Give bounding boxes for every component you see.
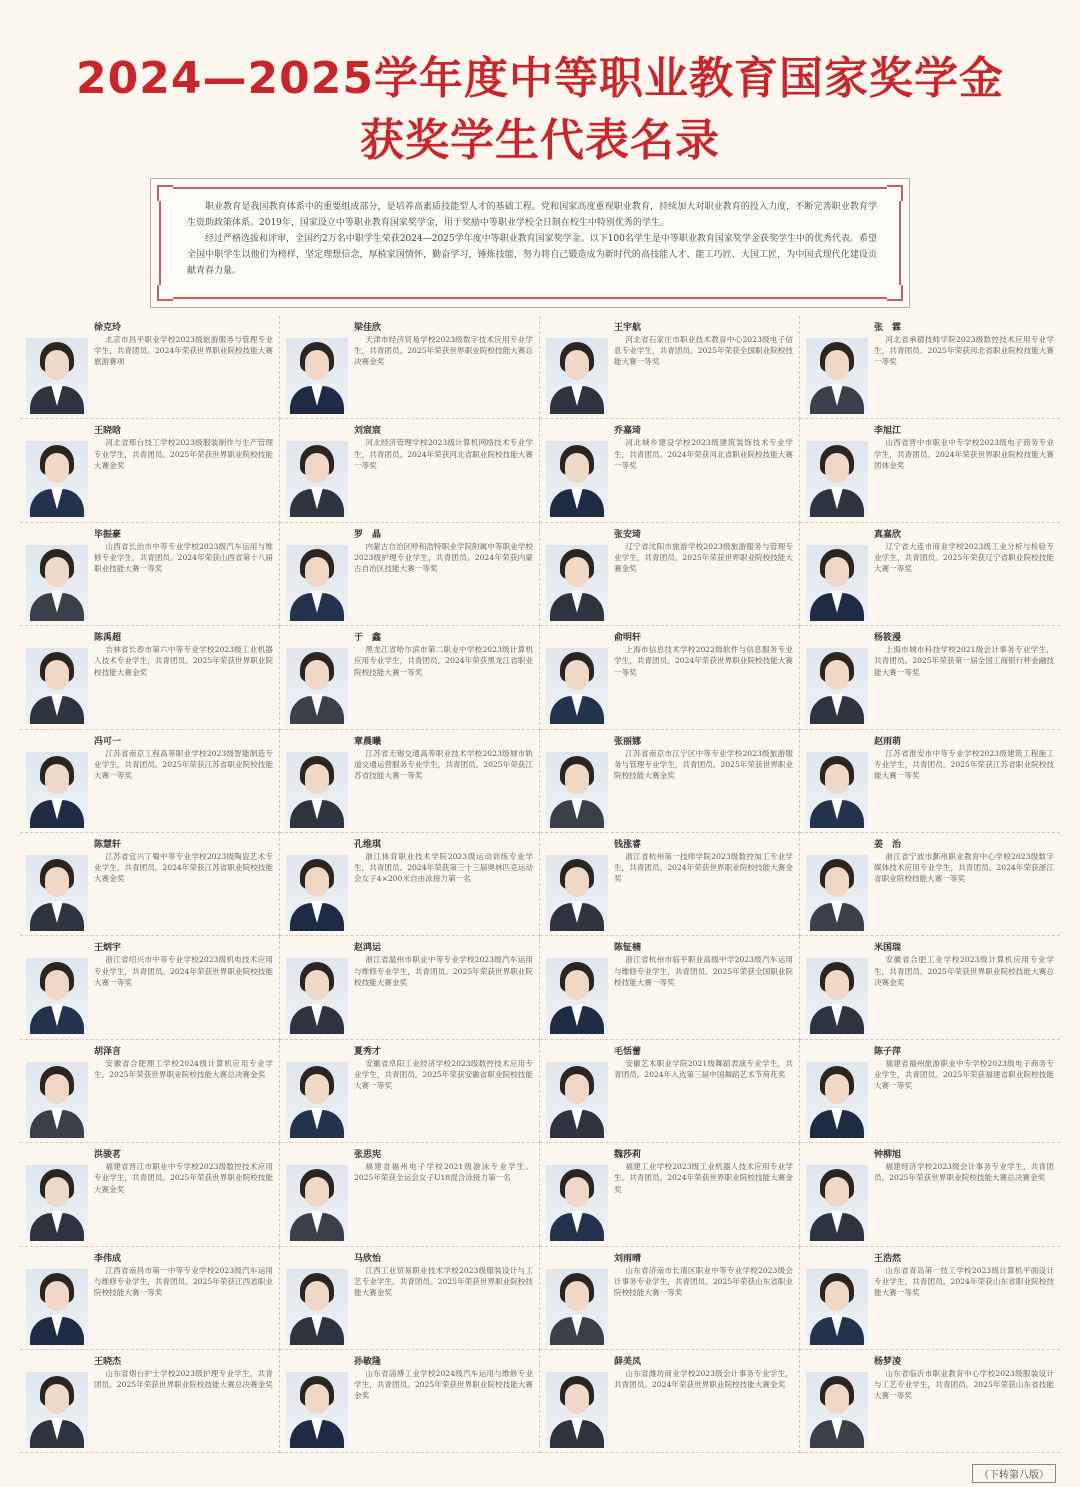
student-description: 安徽省合肥工业学校2023级计算机应用专业学生，共青团员。2025年荣获世界职业院校技能大赛总决赛金奖 (874, 955, 1054, 987)
student-description: 江苏省淮安市中等专业学校2023级建筑工程施工专业学生，共青团员。2025年荣获江苏省职业院校技能大赛一等奖 (874, 748, 1054, 780)
student-photo (546, 958, 608, 1034)
student-photo (546, 441, 608, 517)
frame-corner (157, 285, 173, 301)
student-description: 浙江省杭州第一技师学院2023级数控加工专业学生，共青团员。2024年荣获世界职业院校技能大赛金奖 (614, 851, 793, 884)
portrait-face (45, 970, 69, 1000)
student-photo (546, 545, 608, 621)
student-name: 胡泽言 (94, 1046, 122, 1057)
student-photo (26, 1372, 88, 1448)
student-description: 吉林省长春市第六中等专业学校2023级工业机器人技术专业学生，共青团员。2025年荣获世界职业院校技能大赛金奖 (94, 645, 273, 677)
student-card (280, 1247, 540, 1350)
portrait-face (305, 660, 329, 690)
student-card (280, 833, 540, 936)
portrait-face (565, 350, 589, 380)
student-name: 李伟成 (94, 1253, 122, 1264)
student-name: 徐克玲 (94, 323, 122, 333)
student-name: 薛美凤 (614, 1356, 642, 1367)
student-name: 孔维琪 (354, 839, 382, 850)
student-name: 冯可一 (94, 736, 122, 747)
student-description: 江苏省南京工程高等职业学校2023级智能制造专业学生，共青团员。2025年荣获江苏省职业院校技能大赛一等奖 (94, 748, 273, 780)
portrait-face (305, 764, 329, 794)
portrait-face (565, 1384, 589, 1414)
student-description: 辽宁省大连市商业学校2023级工业分析与检验专业学生，共青团员。2025年荣获辽宁省职业院校技能大赛一等奖 (874, 541, 1054, 574)
student-description: 内蒙古自治区呼和浩特职业学院附属中等职业学校2023级护理专业学生，共青团员。2024年荣获内蒙古自治区技能大赛一等奖 (354, 541, 533, 574)
intro-paragraph-2: 经过严格选拔和评审，全国约2万名中职学生荣获2024—2025学年度中等职业教育国家奖学金。以下100名学生是中等职业教育国家奖学金获奖学生中的优秀代表。希望全国中职学生以他们为榜样，坚定理想信念，厚植家国情怀，勤奋学习，锤炼技能，努力将自己锻造成为新时代的高技能人才、能工巧匠、大国工匠，为中国式现代化建设贡献青春力量。 (187, 234, 877, 276)
student-card (540, 626, 800, 729)
student-description: 上海市城市科技学校2021级会计事务专业学生，共青团员。2025年荣获第一届全国工商银行杯金融技能大赛一等奖 (874, 645, 1054, 677)
student-photo (806, 855, 868, 931)
student-card (800, 419, 1060, 522)
student-card (280, 626, 540, 729)
student-photo (546, 1062, 608, 1138)
student-name: 罗 晶 (354, 529, 382, 540)
student-card (540, 1350, 800, 1453)
frame-corner (887, 185, 903, 201)
portrait-face (565, 1074, 589, 1104)
student-name: 刘雨晴 (614, 1253, 642, 1264)
student-name: 洪骏茗 (94, 1150, 122, 1161)
student-description: 山东省烟台护士学校2023级护理专业学生，共青团员。2025年荣获世界职业院校技能大赛总决赛金奖 (94, 1368, 273, 1390)
student-name: 张丽娜 (614, 736, 642, 747)
student-name: 王炳宇 (94, 943, 122, 954)
student-name: 米国瑞 (874, 943, 902, 954)
page-title: 2024—2025学年度中等职业教育国家奖学金 (76, 53, 1004, 104)
student-description: 江苏省无锡交通高等职业技术学校2023级城市轨道交通运营服务专业学生，共青团员。2025年荣获江苏省技能大赛一等奖 (354, 748, 533, 780)
portrait-face (825, 660, 849, 690)
portrait-face (825, 453, 849, 483)
student-name: 杨筱漫 (874, 633, 902, 644)
student-photo (286, 1269, 348, 1345)
portrait-face (825, 1177, 849, 1207)
portrait-face (825, 557, 849, 587)
student-card (20, 1247, 280, 1350)
portrait-face (825, 350, 849, 380)
student-photo (286, 1062, 348, 1138)
student-card (540, 316, 800, 419)
student-description: 山西省晋中市职业中专学校2023级电子商务专业学生，共青团员。2024年荣获世界职业院校技能大赛团体金奖 (874, 438, 1054, 470)
portrait-face (305, 1177, 329, 1207)
student-card (20, 833, 280, 936)
student-name: 姜 治 (874, 839, 902, 850)
student-photo (26, 752, 88, 828)
student-photo (806, 545, 868, 621)
student-name: 俞明轩 (614, 633, 642, 644)
portrait-face (45, 453, 69, 483)
portrait-face (825, 867, 849, 897)
student-description: 河北省石家庄市职业技术教育中心2023级电子信息专业学生，共青团员。2025年荣获全国职业院校技能大赛一等奖 (614, 335, 793, 367)
student-name: 陈慧轩 (94, 839, 122, 850)
student-card (800, 626, 1060, 729)
student-description: 河北城乡建设学校2023级建筑装饰技术专业学生，共青团员。2024年荣获河北省职业院校技能大赛一等奖 (614, 438, 793, 470)
student-name: 孙敏隆 (354, 1356, 382, 1367)
portrait-face (565, 867, 589, 897)
student-card (280, 419, 540, 522)
student-card (800, 936, 1060, 1039)
student-description: 河北省承德技师学院2023级数控技术应用专业学生，共青团员。2025年荣获河北省职业院校技能大赛一等奖 (874, 335, 1054, 367)
student-name: 刘宸宸 (354, 426, 382, 437)
student-card (800, 730, 1060, 833)
student-name: 王晓晗 (94, 426, 122, 437)
student-description: 辽宁省沈阳市旅游学校2023级旅游服务与管理专业学生，共青团员。2025年荣获世界职业院校技能大赛金奖 (614, 541, 793, 574)
student-photo (286, 958, 348, 1034)
student-photo (26, 648, 88, 724)
student-description: 福建工业学校2023级工业机器人技术应用专业学生，共青团员。2024年荣获世界职业院校技能大赛金奖 (614, 1162, 793, 1194)
student-card (20, 1040, 280, 1143)
student-card (800, 1143, 1060, 1246)
student-card (540, 833, 800, 936)
student-name: 钱涨睿 (614, 839, 642, 850)
student-name: 马欣怡 (354, 1253, 382, 1264)
frame-corner (887, 285, 903, 301)
student-photo (806, 441, 868, 517)
portrait-face (45, 1384, 69, 1414)
student-description: 江苏省宜兴丁蜀中等专业学校2023级陶瓷艺术专业学生，共青团员。2024年荣获江苏省职业院校技能大赛金奖 (94, 851, 273, 884)
student-name: 陈子萍 (874, 1046, 902, 1057)
student-description: 山西省长治市中等专业学校2023级汽车运用与维修专业学生，共青团员。2024年荣获山西省第十八届职业技能大赛一等奖 (94, 541, 273, 574)
student-photo (286, 648, 348, 724)
student-description: 山东省潍坊商业学校2023级会计事务专业学生，共青团员。2024年荣获世界职业院校技能大赛金奖 (614, 1368, 793, 1390)
portrait-face (45, 1177, 69, 1207)
student-card (540, 730, 800, 833)
student-description: 江西工业贸易职业技术学校2023级服装设计与工艺专业学生，共青团员。2025年荣获世界职业院校技能大赛金奖 (354, 1265, 533, 1297)
student-card (540, 1143, 800, 1246)
student-name: 真嘉欣 (874, 529, 902, 540)
student-photo (286, 338, 348, 414)
student-photo (546, 1269, 608, 1345)
student-description: 天津市经济贸易学校2023级数字技术应用专业学生，共青团员。2025年荣获世界职业院校技能大赛总决赛金奖 (354, 335, 533, 367)
student-photo (26, 338, 88, 414)
student-photo (286, 1372, 348, 1448)
portrait-face (45, 350, 69, 380)
student-photo (806, 1062, 868, 1138)
student-name: 陈钲楠 (614, 943, 642, 954)
student-description: 江西省南昌市第一中等专业学校2023级汽车运用与维修专业学生，共青团员。2025年荣获江西省职业院校技能大赛一等奖 (94, 1265, 273, 1297)
student-description: 江苏省南京市江宁区中等专业学校2023级旅游服务与管理专业学生，共青团员。2025年荣获世界职业院校技能大赛金奖 (614, 748, 793, 780)
portrait-face (45, 660, 69, 690)
student-card (540, 936, 800, 1039)
student-photo (806, 338, 868, 414)
student-name: 张思宪 (354, 1150, 382, 1161)
student-description: 黑龙江省哈尔滨市第二职业中学校2023级计算机应用专业学生，共青团员。2024年荣获黑龙江省职业院校技能大赛一等奖 (354, 645, 533, 677)
student-description: 山东省济南市长清区职业中等专业学校2023级会计事务专业学生，共青团员。2025年荣获山东省职业院校技能大赛一等奖 (614, 1265, 793, 1297)
student-photo (286, 752, 348, 828)
student-card (280, 523, 540, 626)
student-name: 于 鑫 (354, 633, 382, 644)
portrait-face (305, 557, 329, 587)
student-name: 毛恬蕾 (614, 1046, 642, 1057)
student-name: 梁佳欣 (354, 323, 382, 333)
student-photo (806, 752, 868, 828)
portrait-face (825, 1281, 849, 1311)
portrait-face (305, 1074, 329, 1104)
student-photo (26, 958, 88, 1034)
student-photo (806, 648, 868, 724)
student-card (280, 1350, 540, 1453)
portrait-face (305, 1384, 329, 1414)
portrait-face (565, 1281, 589, 1311)
student-name: 李旭江 (874, 426, 902, 437)
student-card (20, 626, 280, 729)
portrait-face (45, 1281, 69, 1311)
student-card (280, 1143, 540, 1246)
student-description: 安徽省合肥理工学校2024级计算机应用专业学生。2025年荣获世界职业院校技能大赛总决赛金奖 (94, 1058, 273, 1079)
student-photo (26, 855, 88, 931)
student-name: 张 霖 (874, 323, 902, 333)
student-name: 张安琦 (614, 529, 642, 540)
student-description: 河北省邢台技工学校2023级服装制作与生产管理专业学生，共青团员。2025年荣获世界职业院校技能大赛金奖 (94, 438, 273, 470)
student-description: 福建省福州旅游职业中专学校2023级电子商务专业学生，共青团员。2025年荣获福建省职业院校技能大赛一等奖 (874, 1058, 1054, 1091)
intro-border (159, 187, 901, 299)
portrait-face (565, 453, 589, 483)
student-description: 河北经济管理学校2023级计算机网络技术专业学生，共青团员。2024年荣获河北省职业院校技能大赛一等奖 (354, 438, 533, 470)
portrait-face (825, 1384, 849, 1414)
student-card (20, 316, 280, 419)
student-card (540, 523, 800, 626)
portrait-face (565, 660, 589, 690)
student-photo (806, 1269, 868, 1345)
student-photo (26, 545, 88, 621)
student-card (540, 419, 800, 522)
student-card (800, 833, 1060, 936)
student-card (280, 730, 540, 833)
student-description: 福建省福州电子学校2021级游泳专业学生。2025年荣获全运会女子U18混合泳接力第一名 (354, 1162, 533, 1183)
student-name: 魏莎莉 (614, 1150, 642, 1161)
portrait-face (305, 1281, 329, 1311)
intro-text (187, 199, 877, 279)
student-card (540, 1247, 800, 1350)
student-description: 浙江体育职业技术学院2023级运动训练专业学生，共青团员。2024年荣获第三十三届奥林匹克运动会女子4×200米自由泳接力第一名 (354, 851, 533, 884)
portrait-face (305, 350, 329, 380)
student-name: 王宇航 (614, 323, 642, 333)
portrait-face (825, 764, 849, 794)
student-description: 山东省青岛第一技工学校2023级计算机平面设计专业学生，共青团员。2024年荣获山东省职业院校技能大赛一等奖 (874, 1265, 1054, 1297)
portrait-face (565, 764, 589, 794)
portrait-face (565, 970, 589, 1000)
student-photo (286, 545, 348, 621)
student-card (800, 1040, 1060, 1143)
student-card (280, 316, 540, 419)
student-card (540, 1040, 800, 1143)
page-subtitle: 获奖学生代表名录 (360, 115, 720, 166)
student-photo (806, 1165, 868, 1241)
student-name: 钟柳旭 (874, 1150, 902, 1161)
student-card (800, 1247, 1060, 1350)
student-photo (546, 1372, 608, 1448)
student-photo (546, 752, 608, 828)
student-name: 赵雨萌 (874, 736, 902, 747)
student-description: 安徽艺术职业学院2021级舞蹈表演专业学生，共青团员。2024年入选第三届中国舞蹈艺术节荷花奖 (614, 1058, 793, 1079)
student-description: 福建省晋江市职业中专学校2023级数控技术应用专业学生，共青团员。2025年荣获世界职业院校技能大赛金奖 (94, 1162, 273, 1194)
student-name: 章晨曦 (354, 736, 382, 747)
continued-note: （下转第八版） (972, 1464, 1056, 1483)
student-card (20, 1350, 280, 1453)
student-description: 浙江省宁波市鄞州职业教育中心学校2023级数字媒体技术应用专业学生，共青团员。2024年荣获浙江省职业院校技能大赛一等奖 (874, 851, 1054, 884)
student-name: 陈禹超 (94, 633, 122, 644)
student-photo (286, 441, 348, 517)
portrait-face (45, 867, 69, 897)
frame-corner (157, 185, 173, 201)
student-photo (546, 648, 608, 724)
student-photo (546, 1165, 608, 1241)
student-description: 北京市昌平职业学校2023级旅游服务与管理专业学生，共青团员。2024年荣获世界职业院校技能大赛旅游赛项 (94, 335, 273, 367)
student-photo (26, 1062, 88, 1138)
portrait-face (45, 764, 69, 794)
student-photo (286, 1165, 348, 1241)
student-description: 浙江省绍兴市中等专业学校2023级机电技术应用专业学生，共青团员。2024年荣获世界职业院校技能大赛一等奖 (94, 955, 273, 987)
student-description: 浙江省杭州市临平职业高级中学2023级汽车运用与维修专业学生，共青团员。2025年荣获全国职业院校技能大赛一等奖 (614, 955, 793, 987)
student-card (800, 523, 1060, 626)
student-description: 福建经济学校2023级会计事务专业学生，共青团员。2025年荣获世界职业院校技能大赛总决赛金奖 (874, 1162, 1054, 1183)
student-name: 杨梦凌 (874, 1356, 902, 1367)
student-name: 毕振豪 (94, 529, 122, 540)
student-name: 夏秀才 (354, 1046, 382, 1057)
student-card (800, 316, 1060, 419)
student-photo (546, 338, 608, 414)
student-card (280, 1040, 540, 1143)
portrait-face (45, 557, 69, 587)
portrait-face (305, 453, 329, 483)
student-card (20, 1143, 280, 1246)
student-photo (26, 1165, 88, 1241)
student-description: 浙江省温州市职业中等专业学校2023级汽车运用与维修专业学生，共青团员。2025年荣获世界职业院校技能大赛金奖 (354, 955, 533, 987)
portrait-face (45, 1074, 69, 1104)
portrait-face (565, 1177, 589, 1207)
portrait-face (825, 1074, 849, 1104)
student-card (20, 730, 280, 833)
intro-paragraph-1: 职业教育是我国教育体系中的重要组成部分，是培养高素质技能型人才的基础工程。党和国家高度重视职业教育，持续加大对职业教育的投入力度，不断完善职业教育学生资助政策体系。2019年，国家设立中等职业教育国家奖学金，用于奖励中等职业学校全日制在校生中特别优秀的学生。 (187, 202, 877, 228)
portrait-face (565, 557, 589, 587)
student-name: 王浩然 (874, 1253, 902, 1264)
student-grid (20, 316, 1060, 1454)
portrait-face (825, 970, 849, 1000)
student-photo (286, 855, 348, 931)
student-card (280, 936, 540, 1039)
student-name: 赵鸿运 (354, 943, 382, 954)
portrait-face (305, 867, 329, 897)
student-photo (806, 1372, 868, 1448)
student-card (20, 523, 280, 626)
student-description: 山东省淄博工业学校2024级汽车运用与维修专业学生，共青团员。2025年荣获世界职业院校技能大赛金奖 (354, 1368, 533, 1401)
student-photo (26, 1269, 88, 1345)
student-description: 上海市信息技术学校2022级软件与信息服务专业学生，共青团员。2024年荣获世界职业院校技能大赛一等奖 (614, 645, 793, 677)
portrait-face (305, 970, 329, 1000)
student-photo (26, 441, 88, 517)
student-card (20, 936, 280, 1039)
student-description: 山东省临沂市职业教育中心学校2023级服装设计与工艺专业学生，共青团员。2025年荣获山东省技能大赛一等奖 (874, 1368, 1054, 1401)
student-card (800, 1350, 1060, 1453)
student-name: 王晓杰 (94, 1356, 122, 1367)
student-description: 安徽省阜阳工业经济学校2023级数控技术应用专业学生，共青团员。2025年荣获安徽省职业院校技能大赛一等奖 (354, 1058, 533, 1091)
student-name: 乔嘉琦 (614, 426, 642, 437)
student-photo (806, 958, 868, 1034)
student-photo (546, 855, 608, 931)
intro-frame (150, 178, 910, 308)
student-card (20, 419, 280, 522)
